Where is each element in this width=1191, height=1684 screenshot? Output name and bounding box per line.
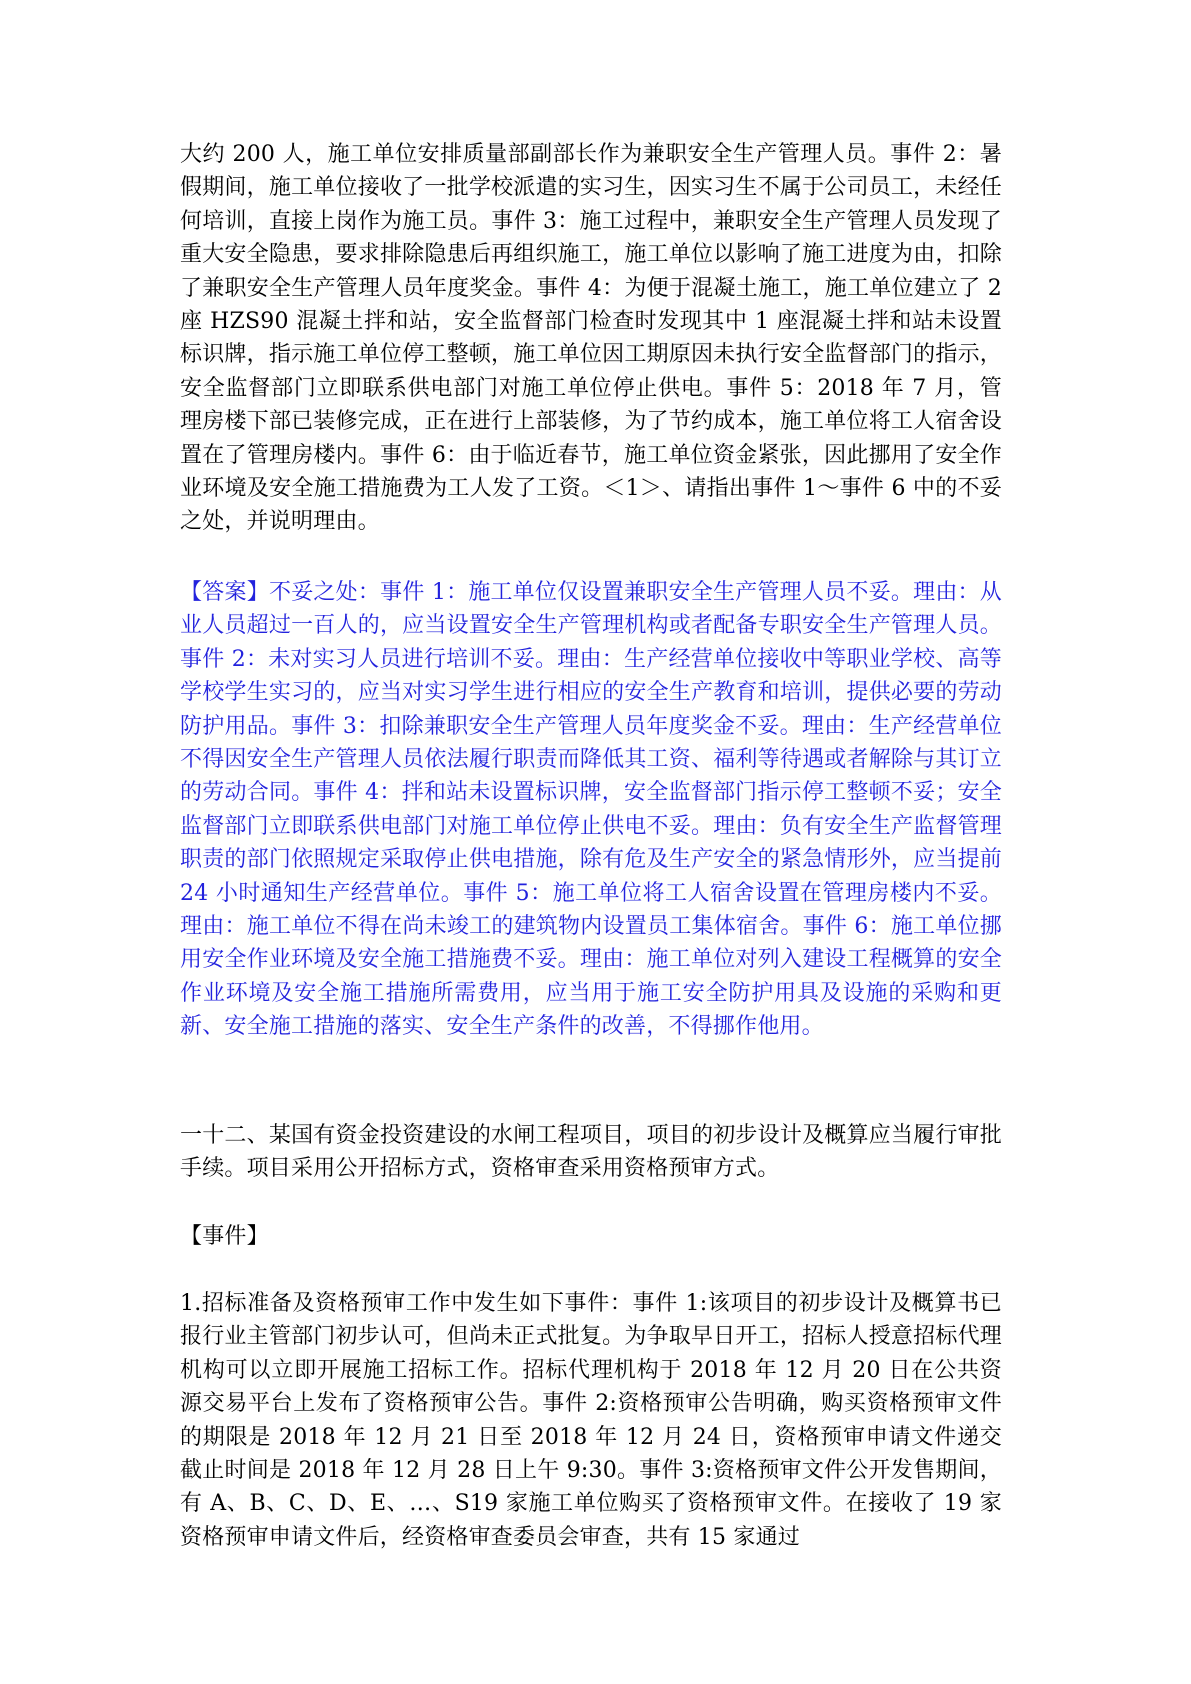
question-paragraph: 大约 200 人，施工单位安排质量部副部长作为兼职安全生产管理人员。事件 2：暑假期间，施工单位接收了一批学校派遣的实习生，因实习生不属于公司员工，未经任何培训，直接上岗作为施工员。事件 3：施工过程中，兼职安全生产管理人员发现了重大安全隐患，要求排除隐患后再组织施工，施工单位以影响了施工进度为由，扣除了兼职安全生产管理人员年度奖金。事件 4：为便于混凝土施工，施工单位建立了 2 座 HZS90 混凝土拌和站，安全监督部门检查时发现其中 1 座混凝土拌和站未设置标识牌，指示施工单位停工整顿，施工单位因工期原因未执行安全监督部门的指示，安全监督部门立即联系供电部门对施工单位停止供电。事件 5：2018 年 7 月，管理房楼下部已装修完成，正在进行上部装修，为了节约成本，施工单位将工人宿舍设置在了管理房楼内。事件 6：由于临近春节，施工单位资金紧张，因此挪用了安全作业环境及安全施工措施费为工人发了工资。＜1＞、请指出事件 1～事件 6 中的不妥之处，并说明理由。 [180,142,1002,535]
answer-paragraph: 【答案】不妥之处：事件 1：施工单位仅设置兼职安全生产管理人员不妥。理由：从业人员超过一百人的，应当设置安全生产管理机构或者配备专职安全生产管理人员。事件 2：未对实习人员进行培训不妥。理由：生产经营单位接收中等职业学校、高等学校学生实习的，应当对实习学生进行相应的安全生产教育和培训，提供必要的劳动防护用品。事件 3：扣除兼职安全生产管理人员年度奖金不妥。理由：生产经营单位不得因安全生产管理人员依法履行职责而降低其工资、福利等待遇或者解除与其订立的劳动合同。事件 4：拌和站未设置标识牌，安全监督部门指示停工整顿不妥；安全监督部门立即联系供电部门对施工单位停止供电不妥。理由：负有安全生产监督管理职责的部门依照规定采取停止供电措施，除有危及生产安全的紧急情形外，应当提前 24 小时通知生产经营单位。事件 5：施工单位将工人宿舍设置在管理房楼内不妥。理由：施工单位不得在尚未竣工的建筑物内设置员工集体宿舍。事件 6：施工单位挪用安全作业环境及安全施工措施费不妥。理由：施工单位对列入建设工程概算的安全作业环境及安全施工措施所需费用，应当用于施工安全防护用具及设施的采购和更新、安全施工措施的落实、安全生产条件的改善，不得挪作他用。 [180,580,1002,1040]
event-paragraph: 1.招标准备及资格预审工作中发生如下事件：事件 1:该项目的初步设计及概算书已报行业主管部门初步认可，但尚未正式批复。为争取早日开工，招标人授意招标代理机构可以立即开展施工招标工作。招标代理机构于 2018 年 12 月 20 日在公共资源交易平台上发布了资格预审公告。事件 2:资格预审公告明确，购买资格预审文件的期限是 2018 年 12 月 21 日至 2018 年 12 月 24 日，资格预审申请文件递交截止时间是 2018 年 12 月 28 日上午 9:30。事件 3:资格预审文件公开发售期间，有 A、B、C、D、E、…、S19 家施工单位购买了资格预审文件。在接收了 19 家资格预审申请文件后，经资格审查委员会审查，共有 15 家通过 [180,1291,1002,1550]
question-12-intro: 一十二、某国有资金投资建设的水闸工程项目，项目的初步设计及概算应当履行审批手续。项目采用公开招标方式，资格审查采用资格预审方式。 [180,1123,1002,1182]
event-heading: 【事件】 [180,1224,269,1249]
